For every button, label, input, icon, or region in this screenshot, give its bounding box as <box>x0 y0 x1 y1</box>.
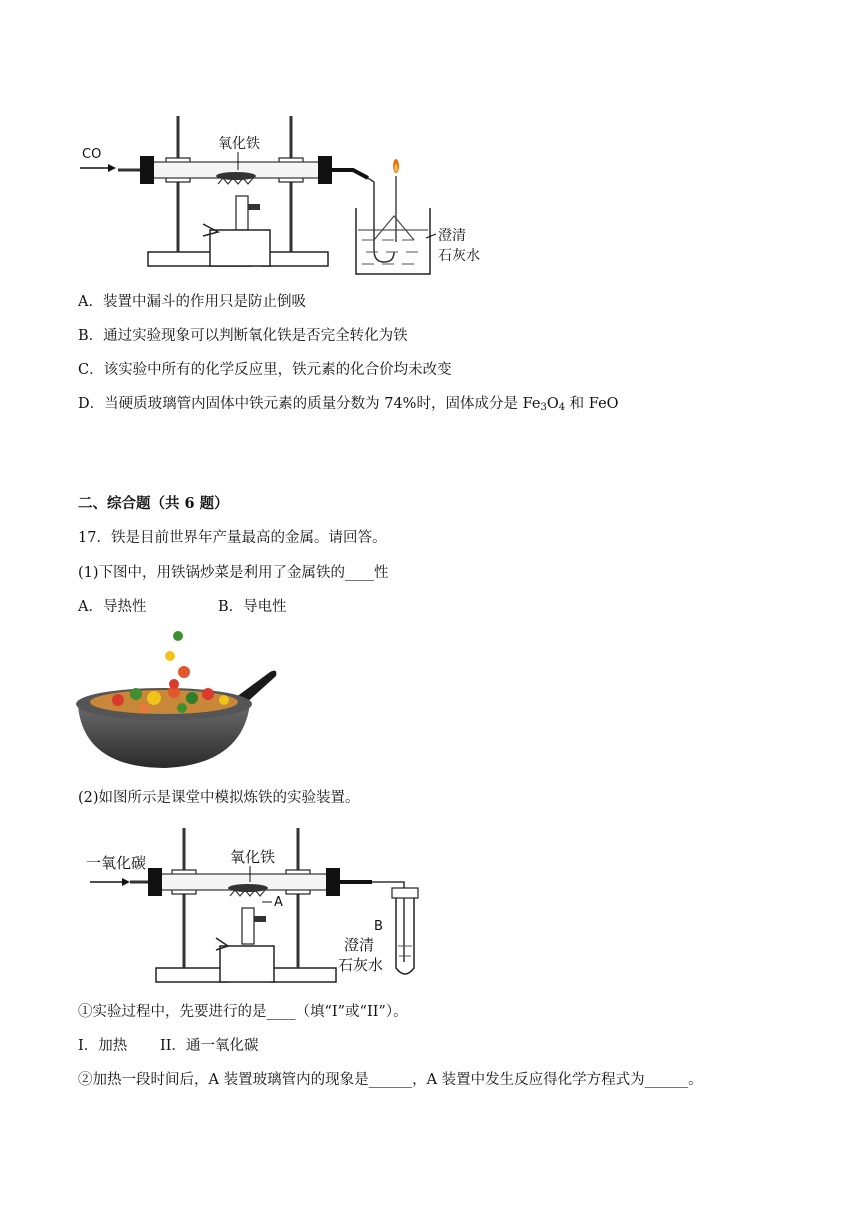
device-b-label: B <box>374 919 383 934</box>
option-b: B．通过实验现象可以判断氧化铁是否完全转化为铁 <box>78 328 408 344</box>
formula-fe3o4: $Fe_3O_4$ <box>522 396 566 413</box>
device-a-label: A <box>274 895 283 910</box>
apparatus-figure-2 <box>84 822 434 987</box>
co-label: CO <box>82 147 102 162</box>
iron-oxide-label-2: 氧化铁 <box>230 848 276 866</box>
sub-question-1: ①实验过程中，先要进行的是____（填“I”或“II”）。 <box>78 1004 408 1020</box>
sub1-option-2: II．通一氧化碳 <box>160 1038 259 1054</box>
sub1-option-1: I．加热 <box>78 1038 128 1054</box>
iron-oxide-label: 氧化铁 <box>218 136 260 152</box>
option-b-electric: B．导电性 <box>218 599 287 615</box>
option-c: C．该实验中所有的化学反应里，铁元素的化合价均未改变 <box>78 362 452 378</box>
wok-image <box>74 628 284 772</box>
option-a-thermal: A．导热性 <box>78 599 147 615</box>
limewater-label-2a: 澄清 <box>344 936 375 954</box>
formula-feo: FeO <box>588 396 619 412</box>
option-a: A．装置中漏斗的作用只是防止倒吸 <box>78 294 306 310</box>
limewater-label-1: 澄清 <box>438 228 466 244</box>
question-17-part-1: (1)下图中，用铁锅炒菜是利用了金属铁的____性 <box>78 565 389 581</box>
carbon-monoxide-label: 一氧化碳 <box>86 854 147 872</box>
apparatus-figure-1 <box>78 112 498 277</box>
limewater-label-2: 石灰水 <box>438 248 480 264</box>
sub-question-2: ②加热一段时间后，A 装置玻璃管内的现象是______，A 装置中发生反应得化学方程式为______。 <box>78 1072 703 1088</box>
limewater-label-2b: 石灰水 <box>338 956 384 974</box>
question-17-part-2: (2)如图所示是课堂中模拟炼铁的实验装置。 <box>78 790 360 806</box>
option-d-text: D．当硬质玻璃管内固体中铁元素的质量分数为 74%时，固体成分是 <box>78 396 523 412</box>
section-heading: 二、综合题（共 6 题） <box>78 495 229 512</box>
question-17-stem: 17．铁是目前世界年产量最高的金属。请回答。 <box>78 530 387 546</box>
option-d: D．当硬质玻璃管内固体中铁元素的质量分数为 74%时，固体成分是 $Fe_3O_4$ 和 FeO <box>78 396 619 413</box>
